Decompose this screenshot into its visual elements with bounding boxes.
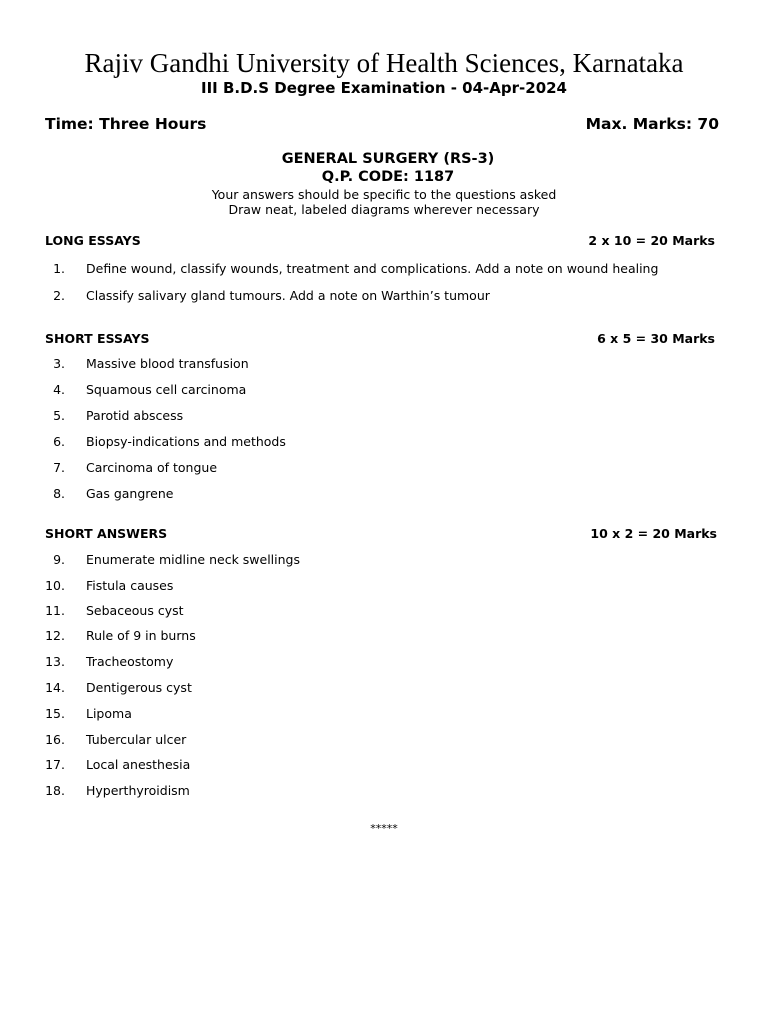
question-item	[45, 460, 735, 475]
question-number: 18.	[45, 783, 65, 798]
section-title: SHORT ANSWERS	[45, 526, 168, 541]
section-title: SHORT ESSAYS	[45, 331, 150, 346]
question-number: 9.	[53, 552, 65, 567]
question-text: Local anesthesia	[86, 757, 191, 772]
question-number: 12.	[45, 628, 65, 643]
section-marks: 2 x 10 = 20 Marks	[588, 233, 715, 248]
question-item	[45, 434, 735, 449]
question-number: 16.	[45, 732, 65, 747]
question-number: 10.	[45, 578, 65, 593]
qp-code: Q.P. CODE: 1187	[321, 169, 455, 185]
question-item	[45, 732, 735, 747]
question-text: Lipoma	[86, 706, 132, 721]
question-item	[45, 408, 735, 423]
question-number: 2.	[53, 288, 65, 303]
section-title: LONG ESSAYS	[45, 233, 141, 248]
section-marks: 6 x 5 = 30 Marks	[597, 331, 715, 346]
exam-title: III B.D.S Degree Examination - 04-Apr-2024	[201, 79, 567, 97]
question-item	[45, 486, 735, 501]
section-header-long-essays	[45, 233, 715, 248]
question-item	[45, 382, 735, 397]
instruction-specific: Your answers should be specific to the questions asked	[211, 187, 557, 202]
question-text: Parotid abscess	[86, 408, 184, 423]
question-number: 4.	[53, 382, 65, 397]
section-header-short-answers	[45, 526, 717, 541]
section-marks: 10 x 2 = 20 Marks	[590, 526, 717, 541]
question-item	[45, 356, 735, 371]
subject-title: GENERAL SURGERY (RS-3)	[281, 151, 495, 167]
question-text: Biopsy-indications and methods	[86, 434, 286, 449]
question-text: Tubercular ulcer	[86, 732, 187, 747]
question-text: Gas gangrene	[86, 486, 174, 501]
question-item	[45, 680, 735, 695]
time-marks-row	[45, 115, 719, 133]
question-item	[45, 783, 735, 798]
end-of-paper-mark: *****	[370, 822, 398, 835]
question-number: 6.	[53, 434, 65, 449]
instruction-diagrams: Draw neat, labeled diagrams wherever necessary	[228, 202, 540, 217]
question-text: Hyperthyroidism	[86, 783, 190, 798]
question-item	[45, 757, 735, 772]
question-item	[45, 261, 735, 276]
question-item	[45, 603, 735, 618]
question-text: Define wound, classify wounds, treatment and complications. Add a note on wound healing	[86, 261, 659, 276]
question-text: Carcinoma of tongue	[86, 460, 218, 475]
question-text: Dentigerous cyst	[86, 680, 192, 695]
question-number: 7.	[53, 460, 65, 475]
question-text: Tracheostomy	[86, 654, 174, 669]
exam-duration: Time: Three Hours	[45, 115, 207, 133]
question-text: Classify salivary gland tumours. Add a note on Warthin’s tumour	[86, 288, 490, 303]
question-text: Enumerate midline neck swellings	[86, 552, 301, 567]
question-number: 8.	[53, 486, 65, 501]
question-item	[45, 578, 735, 593]
question-item	[45, 552, 735, 567]
question-item	[45, 288, 735, 303]
question-item	[45, 628, 735, 643]
question-number: 17.	[45, 757, 65, 772]
question-item	[45, 706, 735, 721]
question-text: Fistula causes	[86, 578, 174, 593]
section-header-short-essays	[45, 331, 715, 346]
question-number: 5.	[53, 408, 65, 423]
question-text: Rule of 9 in burns	[86, 628, 196, 643]
question-number: 1.	[53, 261, 65, 276]
question-text: Sebaceous cyst	[86, 603, 184, 618]
max-marks: Max. Marks: 70	[585, 115, 719, 133]
question-number: 13.	[45, 654, 65, 669]
question-text: Massive blood transfusion	[86, 356, 249, 371]
question-item	[45, 654, 735, 669]
question-number: 15.	[45, 706, 65, 721]
question-number: 3.	[53, 356, 65, 371]
question-text: Squamous cell carcinoma	[86, 382, 247, 397]
question-number: 14.	[45, 680, 65, 695]
question-number: 11.	[45, 603, 65, 618]
university-name: Rajiv Gandhi University of Health Sciences, Karnataka	[84, 48, 684, 78]
